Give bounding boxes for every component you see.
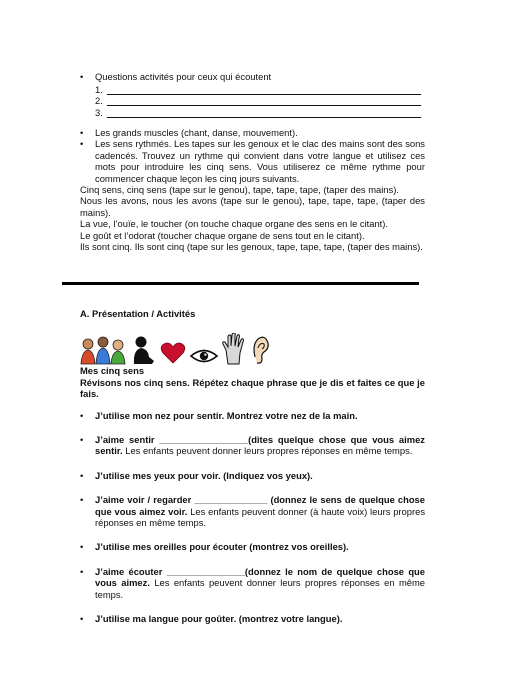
- chant-line-3: La vue, l’ouïe, le toucher (on touche chaque organe des sens en le citant).: [80, 218, 389, 230]
- question-number: 1.: [95, 83, 103, 95]
- sense-items-list: [80, 410, 425, 625]
- bullet-dot: •: [80, 434, 84, 446]
- questions-bullet: [80, 71, 425, 82]
- list-item: [80, 410, 425, 421]
- bullet-dot: •: [80, 409, 84, 421]
- item-normal-text: Les enfants peuvent donner (à haute voix) leurs propres réponses en même temps.: [95, 505, 426, 529]
- bullet-dot: •: [80, 126, 84, 138]
- bullet-dot: •: [80, 565, 84, 577]
- list-item: [80, 470, 425, 481]
- question-lines: [95, 83, 425, 118]
- bullet-text: Les grands muscles (chant, danse, mouvement).: [95, 126, 298, 138]
- section-intro: Révisons nos cinq sens. Répétez chaque phrase que je dis et faites ce que je fais.: [80, 376, 425, 400]
- item-normal-text: Les enfants peuvent donner leurs propres réponses en même temps.: [95, 577, 425, 600]
- bullet-dot: •: [80, 541, 84, 553]
- chant-line-5: Ils sont cinq. Ils sont cinq (tape sur les genoux, tape, tape, tape, (taper des mains).: [80, 240, 423, 252]
- list-item: [80, 566, 425, 600]
- five-senses-icons: [80, 327, 425, 365]
- question-line-2: [95, 95, 425, 107]
- chant-line-2: Nous les avons, nous les avons (tape sur le genou), tape, tape, tape, (taper des mains).: [80, 195, 425, 218]
- child-silhouette-icon: [130, 335, 156, 365]
- bullet-dot: •: [80, 71, 84, 82]
- list-item: [80, 613, 425, 624]
- item-bold-text: J’aime écouter _______________(donnez le nom de quelque chose que vous aimez.: [95, 565, 425, 589]
- answer-blank: [107, 97, 421, 106]
- heart-icon: [160, 341, 186, 365]
- section-subtitle: Mes cinq sens: [80, 365, 145, 377]
- list-item: [80, 434, 425, 457]
- hand-icon: [222, 333, 246, 365]
- chant-line-4: Le goût et l’odorat (toucher chaque organe de sens tout en le citant).: [80, 229, 365, 241]
- bullet-dot: •: [80, 138, 84, 150]
- bullet-dot: •: [80, 613, 84, 625]
- item-bold-text: J’utilise mes oreilles pour écouter (montrez vos oreilles).: [95, 541, 349, 553]
- list-item: [80, 541, 425, 552]
- ear-icon: [250, 335, 270, 365]
- chant-line-1: Cinq sens, cinq sens (tape sur le genou), tape, tape, tape, (taper des mains).: [80, 183, 399, 195]
- item-bold-text: J’utilise ma langue pour goûter. (montrez votre langue).: [95, 613, 343, 625]
- question-number: 3.: [95, 106, 103, 118]
- bullet-big-muscles: [80, 127, 425, 138]
- bullet-rhythmic-senses: [80, 138, 425, 184]
- item-bold-text: J’aime voir / regarder ______________ (donnez le sens de quelque chose que vous aimez voir.: [95, 494, 425, 517]
- item-bold-text: J’utilise mon nez pour sentir. Montrez votre nez de la main.: [95, 409, 358, 421]
- children-group-icon: [80, 335, 126, 365]
- answer-blank: [107, 109, 421, 118]
- eye-icon: [190, 347, 218, 365]
- list-item: [80, 494, 425, 528]
- question-number: 2.: [95, 95, 103, 106]
- bullet-text: Les sens rythmés. Les tapes sur les genoux et le clac des mains sont des sons cadencés. Trouvez un rythme qui convient dans votre langue et utilisez ces mots pour introduire les cinq sens. Vous utiliserez ce même rythme pour commencer chaque leçon les cinq jours suivants.: [95, 138, 425, 184]
- presentation-section: [80, 308, 425, 638]
- section-title: A. Présentation / Activités: [80, 308, 196, 319]
- item-bold-text: J’utilise mes yeux pour voir. (Indiquez vos yeux).: [95, 469, 313, 481]
- section-divider: [62, 282, 419, 285]
- item-normal-text: Les enfants peuvent donner leurs propres réponses en même temps.: [122, 445, 413, 457]
- questions-heading: Questions activités pour ceux qui écoutent: [95, 71, 272, 82]
- bullet-dot: •: [80, 469, 84, 481]
- answer-blank: [107, 86, 421, 95]
- question-line-1: [95, 83, 425, 95]
- question-line-3: [95, 106, 425, 118]
- bullet-dot: •: [80, 494, 84, 506]
- listening-activities-section: [80, 71, 425, 252]
- item-bold-text: J’aime sentir _________________(dites quelque chose que vous aimez sentir.: [95, 434, 425, 457]
